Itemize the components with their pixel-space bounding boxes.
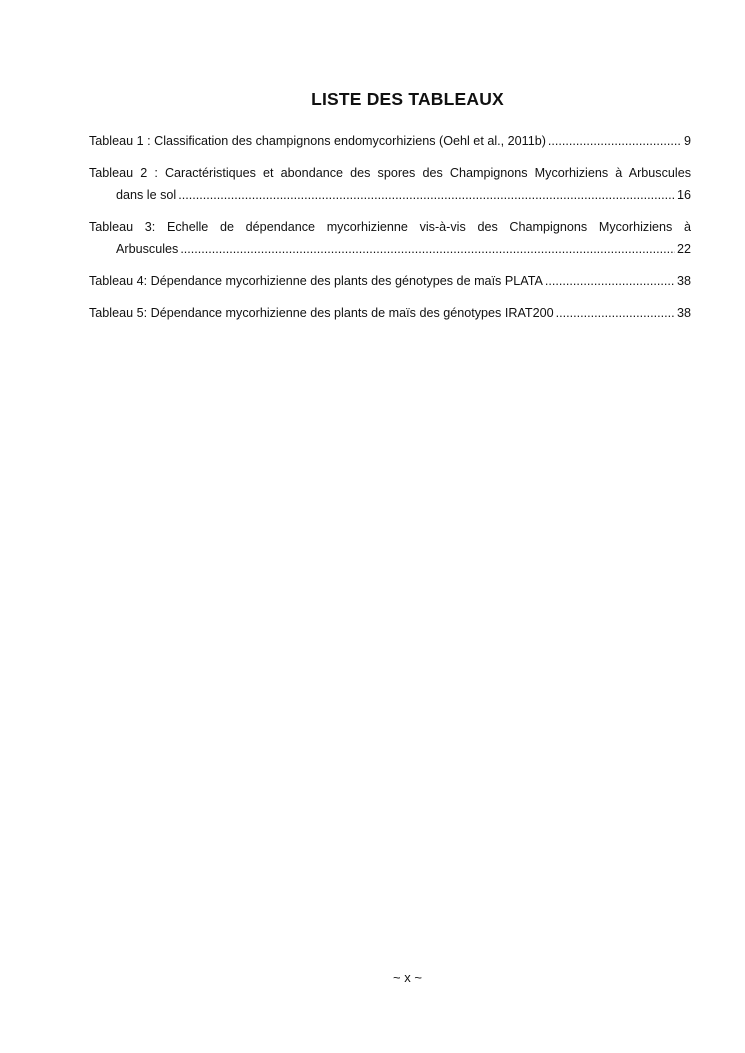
toc-entry-tableau-1[interactable] [89, 130, 691, 152]
dot-leader [180, 238, 675, 260]
dot-leader [545, 270, 675, 292]
toc-entry-page: 38 [676, 274, 691, 288]
toc-entry-page: 16 [676, 188, 691, 202]
toc-entry-page: 38 [676, 306, 691, 320]
toc-entry-page: 9 [683, 134, 691, 148]
toc-entry-tableau-3[interactable] [89, 216, 691, 260]
toc-entry-label: Tableau 5: Dépendance mycorhizienne des plants de maïs des génotypes IRAT200 [89, 306, 554, 320]
page-number-footer: ~ x ~ [393, 970, 422, 985]
toc-entry-label: Tableau 4: Dépendance mycorhizienne des plants des génotypes de maïs PLATA [89, 274, 543, 288]
toc-entry-tableau-2[interactable] [89, 162, 691, 206]
dot-leader [178, 184, 675, 206]
dot-leader [556, 302, 675, 324]
table-list [89, 130, 691, 334]
toc-entry-label-continuation: Arbuscules [116, 242, 179, 256]
toc-entry-label: Tableau 3: Echelle de dépendance mycorhizienne vis-à-vis des Champignons Mycorhiziens à [89, 220, 691, 234]
toc-entry-tableau-5[interactable] [89, 302, 691, 324]
toc-entry-label-continuation: dans le sol [116, 188, 177, 202]
dot-leader [548, 130, 682, 152]
toc-entry-tableau-4[interactable] [89, 270, 691, 292]
toc-entry-label: Tableau 1 : Classification des champignons endomycorhiziens (Oehl et al., 2011b) [89, 134, 546, 148]
toc-entry-page: 22 [676, 242, 691, 256]
toc-entry-label: Tableau 2 : Caractéristiques et abondance des spores des Champignons Mycorhiziens à Arbuscules [89, 166, 691, 180]
page-title: LISTE DES TABLEAUX [311, 89, 504, 109]
